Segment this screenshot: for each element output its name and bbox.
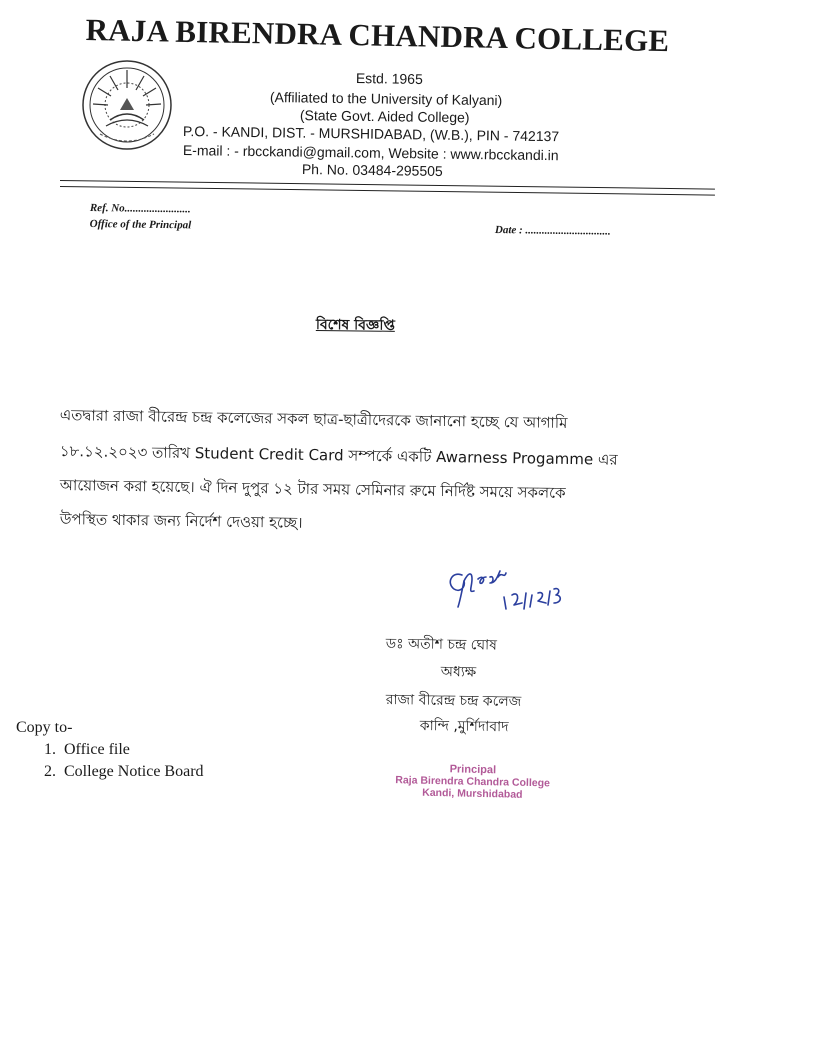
principal-designation: অধ্যক্ষ <box>440 663 477 681</box>
principal-name: ডঃ অতীশ চন্দ্র ঘোষ <box>385 635 497 654</box>
principal-stamp <box>387 762 558 802</box>
estd-line: Estd. 1965 <box>355 70 423 87</box>
stamp-line-2: Raja Birendra Chandra College <box>395 774 551 790</box>
principal-college: রাজা বীরেন্দ্র চন্দ্র কলেজ <box>385 691 522 710</box>
stamp-line-1: Principal <box>449 763 497 777</box>
status-line: (State Govt. Aided College) <box>299 107 470 126</box>
notice-line-1: এতদ্বারা রাজা বীরেন্দ্র চন্দ্র কলেজের সকল ছাত্র-ছাত্রীদেরকে জানানো হচ্ছে যে আগামি <box>59 405 568 432</box>
stamp-line-3: Kandi, Murshidabad <box>422 786 523 801</box>
contact-line: E-mail : - rbcckandi@gmail.com, Website : www.rbcckandi.in <box>182 142 559 164</box>
notice-line-3: আয়োজন করা হয়েছে। ঐ দিন দুপুর ১২ টার সময় সেমিনার রুমে নির্দিষ্ট সময়ে সকলকে <box>59 475 566 502</box>
phone-line: Ph. No. 03484-295505 <box>301 161 443 179</box>
office-label: Office of the Principal <box>89 217 192 232</box>
ref-number: Ref. No........................ <box>89 201 191 216</box>
college-name: RAJA BIRENDRA CHANDRA COLLEGE <box>85 12 670 59</box>
address-line: P.O. - KANDI, DIST. - MURSHIDABAD, (W.B.), PIN - 742137 <box>182 123 560 145</box>
principal-place: কান্দি ,মুর্শিদাবাদ <box>419 717 509 736</box>
affiliation-line: (Affiliated to the University of Kalyani) <box>269 89 503 109</box>
copy-to-section <box>16 717 204 783</box>
ref-block <box>90 200 192 233</box>
handwritten-signature <box>442 557 572 619</box>
copy-to-list <box>16 739 204 783</box>
notice-title: বিশেষ বিজ্ঞপ্তি <box>315 316 395 334</box>
notice-line-4: উপস্থিত থাকার জন্য নির্দেশ দেওয়া হচ্ছে। <box>59 509 303 532</box>
college-emblem-icon <box>80 58 174 152</box>
list-item: 1. Office file <box>60 739 204 761</box>
copy-to-label: Copy to- <box>16 719 73 736</box>
notice-line-2: ১৮.১২.২০২৩ তারিখ Student Credit Card সম্পর্কে একটি Awarness Progamme এর <box>59 441 618 469</box>
list-item: 2. College Notice Board <box>60 761 204 783</box>
date-field: Date : ............................... <box>494 224 611 238</box>
